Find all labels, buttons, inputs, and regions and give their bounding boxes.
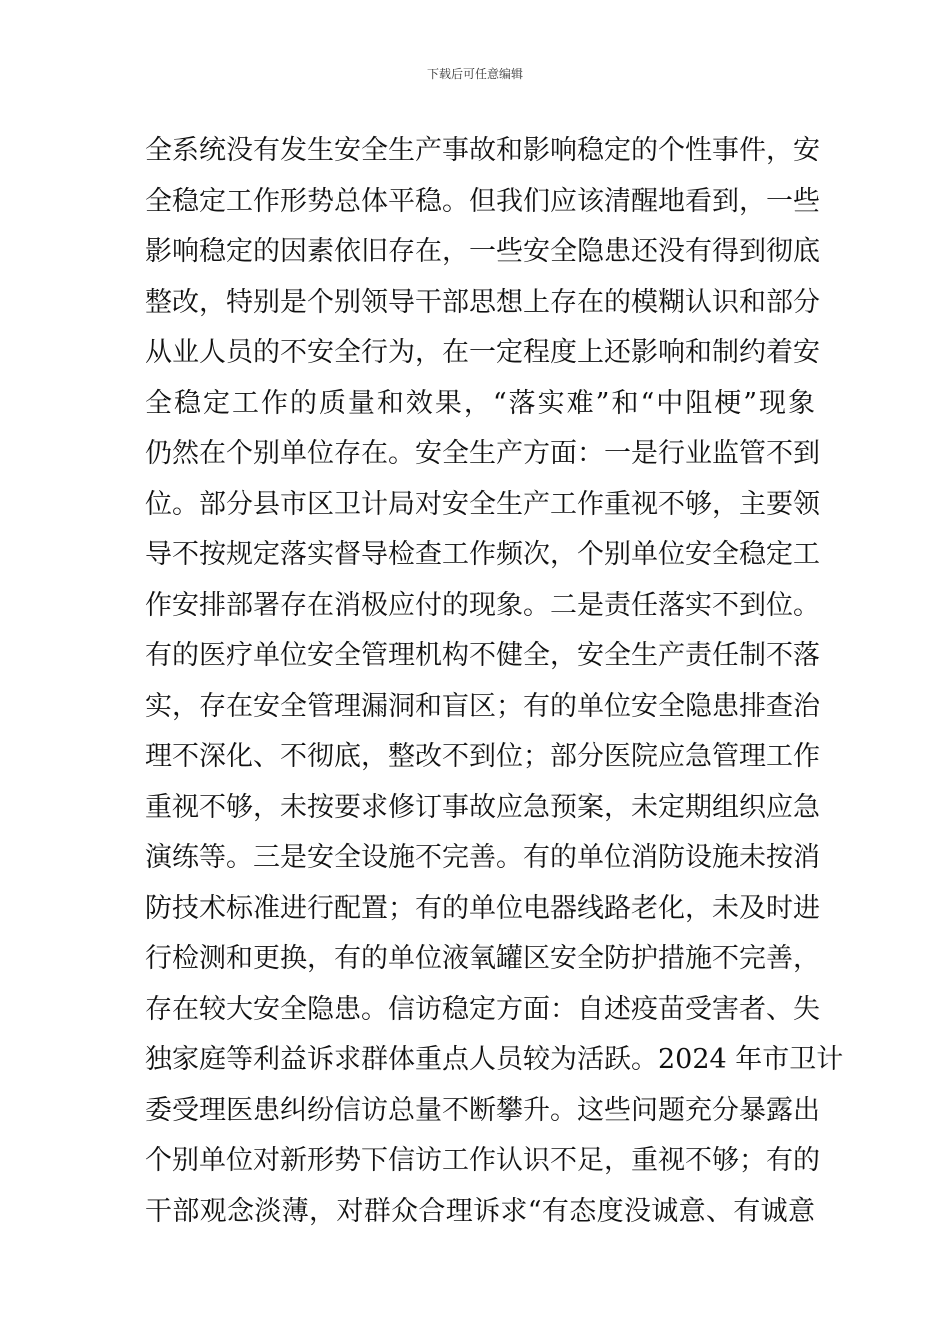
document-body (145, 126, 844, 1237)
body-line: 导不按规定落实督导检查工作频次，个别单位安全稳定工 (145, 539, 820, 570)
body-line: 有的医疗单位安全管理机构不健全，安全生产责任制不落 (145, 640, 820, 671)
body-line: 影响稳定的因素依旧存在，一些安全隐患还没有得到彻底 (145, 236, 820, 267)
body-line: 演练等。三是安全设施不完善。有的单位消防设施未按消 (145, 842, 820, 873)
body-line: 整改，特别是个别领导干部思想上存在的模糊认识和部分 (145, 286, 820, 318)
body-line: 委受理医患纠纷信访总量不断攀升。这些问题充分暴露出 (145, 1094, 820, 1126)
page-header: 下载后可任意编辑 (426, 67, 523, 81)
body-line: 仍然在个别单位存在。安全生产方面：一是行业监管不到 (145, 438, 820, 469)
body-line: 行检测和更换，有的单位液氧罐区安全防护措施不完善， (145, 943, 820, 974)
body-line: 独家庭等利益诉求群体重点人员较为活跃。2024 年市卫计 (145, 1044, 844, 1075)
body-line: 防技术标准进行配置；有的单位电器线路老化，未及时进 (145, 892, 820, 924)
body-line: 干部观念淡薄，对群众合理诉求“有态度没诚意、有诚意 (145, 1195, 815, 1227)
body-line: 全系统没有发生安全生产事故和影响稳定的个性事件，安 (145, 135, 820, 166)
body-line: 个别单位对新形势下信访工作认识不足，重视不够；有的 (145, 1145, 820, 1176)
body-line: 从业人员的不安全行为，在一定程度上还影响和制约着安 (145, 337, 820, 368)
body-line: 全稳定工作的质量和效果，“落实难”和“中阻梗”现象 (145, 387, 815, 419)
body-line: 理不深化、不彻底，整改不到位；部分医院应急管理工作 (145, 741, 820, 772)
body-line: 全稳定工作形势总体平稳。但我们应该清醒地看到，一些 (145, 185, 820, 217)
body-line: 重视不够，未按要求修订事故应急预案，未定期组织应急 (145, 791, 820, 823)
body-line: 存在较大安全隐患。信访稳定方面：自述疫苗受害者、失 (145, 993, 820, 1025)
body-line: 实，存在安全管理漏洞和盲区；有的单位安全隐患排查治 (145, 690, 820, 722)
body-line: 作安排部署存在消极应付的现象。二是责任落实不到位。 (145, 589, 820, 621)
body-line: 位。部分县市区卫计局对安全生产工作重视不够，主要领 (145, 488, 820, 520)
